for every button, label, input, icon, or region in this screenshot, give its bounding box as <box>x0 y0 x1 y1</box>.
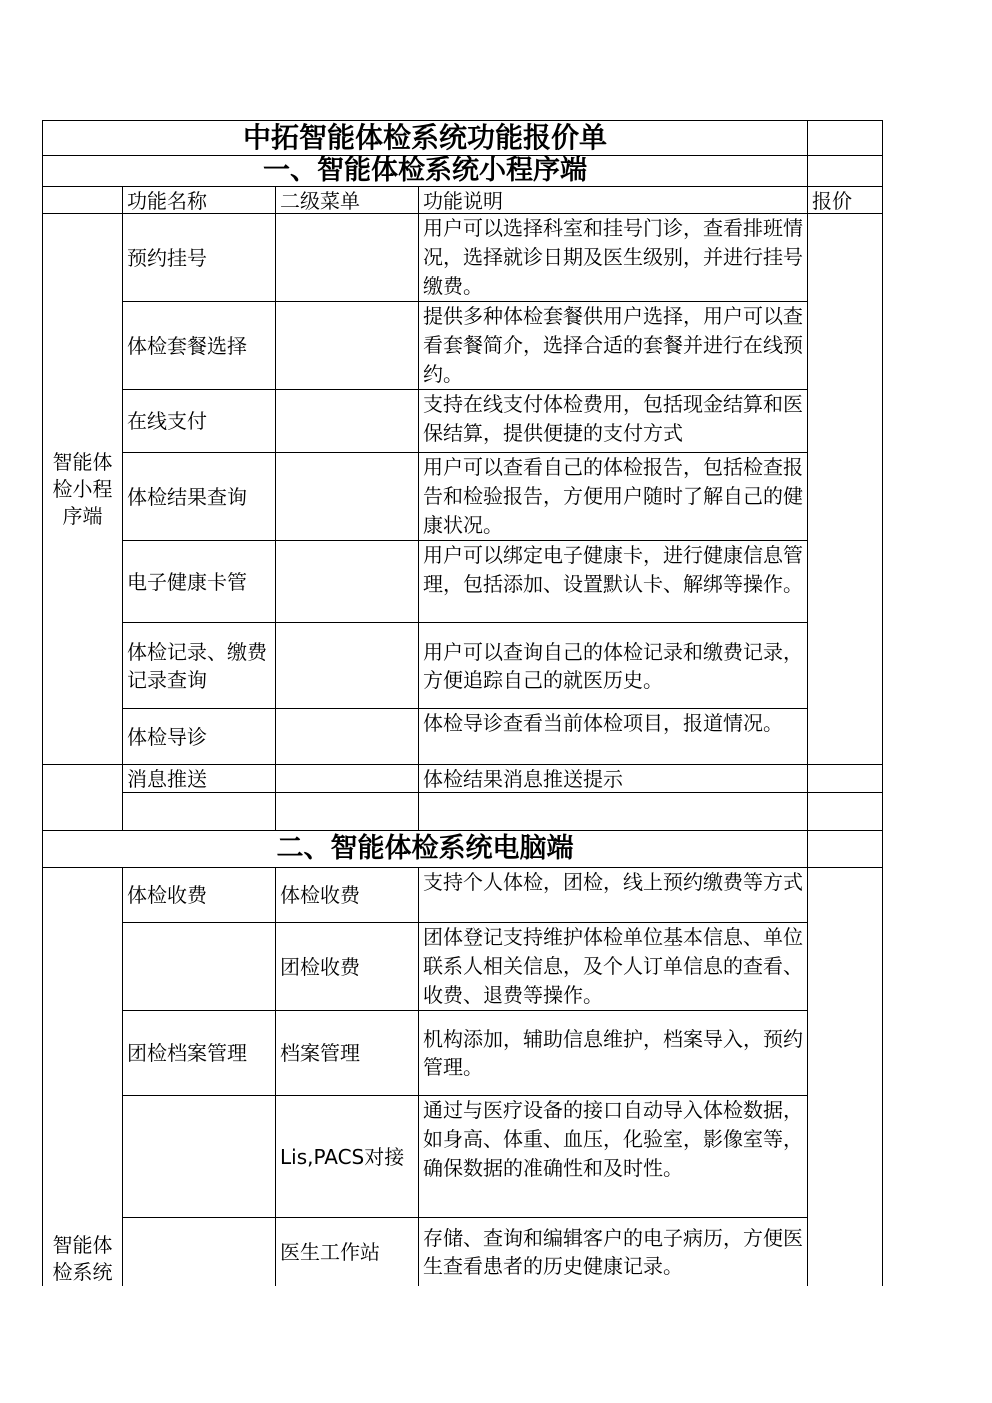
section1-heading: 一、智能体检系统小程序端 <box>43 156 808 187</box>
feature-submenu <box>276 390 419 453</box>
feature-submenu: 体检收费 <box>276 868 419 923</box>
feature-submenu <box>276 302 419 390</box>
feature-desc: 用户可以选择科室和挂号门诊，查看排班情况，选择就诊日期及医生级别，并进行挂号缴费。 <box>419 214 808 302</box>
feature-name: 在线支付 <box>123 390 276 453</box>
feature-desc: 用户可以绑定电子健康卡，进行健康信息管理，包括添加、设置默认卡、解绑等操作。 <box>419 541 808 623</box>
feature-name <box>123 1096 276 1218</box>
table-row <box>43 214 883 302</box>
header-price: 报价 <box>808 187 883 214</box>
table-row <box>43 453 883 541</box>
section2-heading-blank <box>808 831 883 868</box>
feature-submenu: Lis,PACS对接 <box>276 1096 419 1218</box>
column-header-row <box>43 187 883 214</box>
table-row <box>43 541 883 623</box>
section2-heading-row <box>43 831 883 868</box>
table-row <box>43 390 883 453</box>
table-row <box>43 1096 883 1218</box>
feature-name: 体检结果查询 <box>123 453 276 541</box>
quotation-sheet <box>42 120 882 1284</box>
header-name: 功能名称 <box>123 187 276 214</box>
section2-category: 智能体检系统 <box>43 868 123 1286</box>
feature-name: 消息推送 <box>123 765 276 793</box>
empty-cell <box>419 793 808 831</box>
feature-name: 体检记录、缴费记录查询 <box>123 623 276 709</box>
feature-submenu: 医生工作站 <box>276 1218 419 1286</box>
feature-name: 团检档案管理 <box>123 1011 276 1096</box>
feature-submenu: 团检收费 <box>276 923 419 1011</box>
feature-submenu <box>276 765 419 793</box>
table-row <box>43 1218 883 1286</box>
feature-desc: 体检导诊查看当前体检项目，报道情况。 <box>419 709 808 765</box>
feature-submenu <box>276 541 419 623</box>
table-row <box>43 765 883 793</box>
table-row <box>43 1011 883 1096</box>
title-blank-cell <box>808 121 883 156</box>
table-row <box>43 709 883 765</box>
table-row <box>43 623 883 709</box>
feature-desc: 通过与医疗设备的接口自动导入体检数据，如身高、体重、血压，化验室，影像室等，确保数据的准确性和及时性。 <box>419 1096 808 1218</box>
feature-desc: 提供多种体检套餐供用户选择，用户可以查看套餐简介，选择合适的套餐并进行在线预约。 <box>419 302 808 390</box>
feature-submenu <box>276 453 419 541</box>
feature-desc: 体检结果消息推送提示 <box>419 765 808 793</box>
feature-desc: 用户可以查询自己的体检记录和缴费记录，方便追踪自己的就医历史。 <box>419 623 808 709</box>
section1-category: 智能体检小程序端 <box>43 214 123 765</box>
feature-name: 电子健康卡管 <box>123 541 276 623</box>
feature-name: 体检套餐选择 <box>123 302 276 390</box>
feature-name <box>123 1218 276 1286</box>
extra-category-blank <box>43 765 123 831</box>
section2-price-cell <box>808 868 883 1286</box>
feature-price <box>808 765 883 793</box>
feature-submenu <box>276 214 419 302</box>
empty-cell <box>808 793 883 831</box>
feature-name: 体检导诊 <box>123 709 276 765</box>
feature-submenu <box>276 623 419 709</box>
feature-desc: 支持在线支付体检费用，包括现金结算和医保结算，提供便捷的支付方式 <box>419 390 808 453</box>
empty-cell <box>123 793 276 831</box>
header-blank <box>43 187 123 214</box>
section1-heading-blank <box>808 156 883 187</box>
table-row <box>43 923 883 1011</box>
header-desc: 功能说明 <box>419 187 808 214</box>
header-submenu: 二级菜单 <box>276 187 419 214</box>
table-row <box>43 302 883 390</box>
section1-heading-row <box>43 156 883 187</box>
feature-desc: 用户可以查看自己的体检报告，包括检查报告和检验报告，方便用户随时了解自己的健康状况。 <box>419 453 808 541</box>
empty-cell <box>276 793 419 831</box>
feature-submenu <box>276 709 419 765</box>
feature-name: 体检收费 <box>123 868 276 923</box>
table-row <box>43 868 883 923</box>
feature-submenu: 档案管理 <box>276 1011 419 1096</box>
feature-desc: 支持个人体检，团检，线上预约缴费等方式 <box>419 868 808 923</box>
feature-desc: 存储、查询和编辑客户的电子病历，方便医生查看患者的历史健康记录。 <box>419 1218 808 1286</box>
title-row <box>43 121 883 156</box>
document-title: 中拓智能体检系统功能报价单 <box>43 121 808 156</box>
feature-name <box>123 923 276 1011</box>
section2-heading: 二、智能体检系统电脑端 <box>43 831 808 868</box>
empty-row <box>43 793 883 831</box>
feature-desc: 机构添加，辅助信息维护，档案导入，预约管理。 <box>419 1011 808 1096</box>
quotation-table <box>42 120 883 1286</box>
section1-price-cell <box>808 214 883 765</box>
feature-desc: 团体登记支持维护体检单位基本信息、单位联系人相关信息，及个人订单信息的查看、收费、退费等操作。 <box>419 923 808 1011</box>
feature-name: 预约挂号 <box>123 214 276 302</box>
